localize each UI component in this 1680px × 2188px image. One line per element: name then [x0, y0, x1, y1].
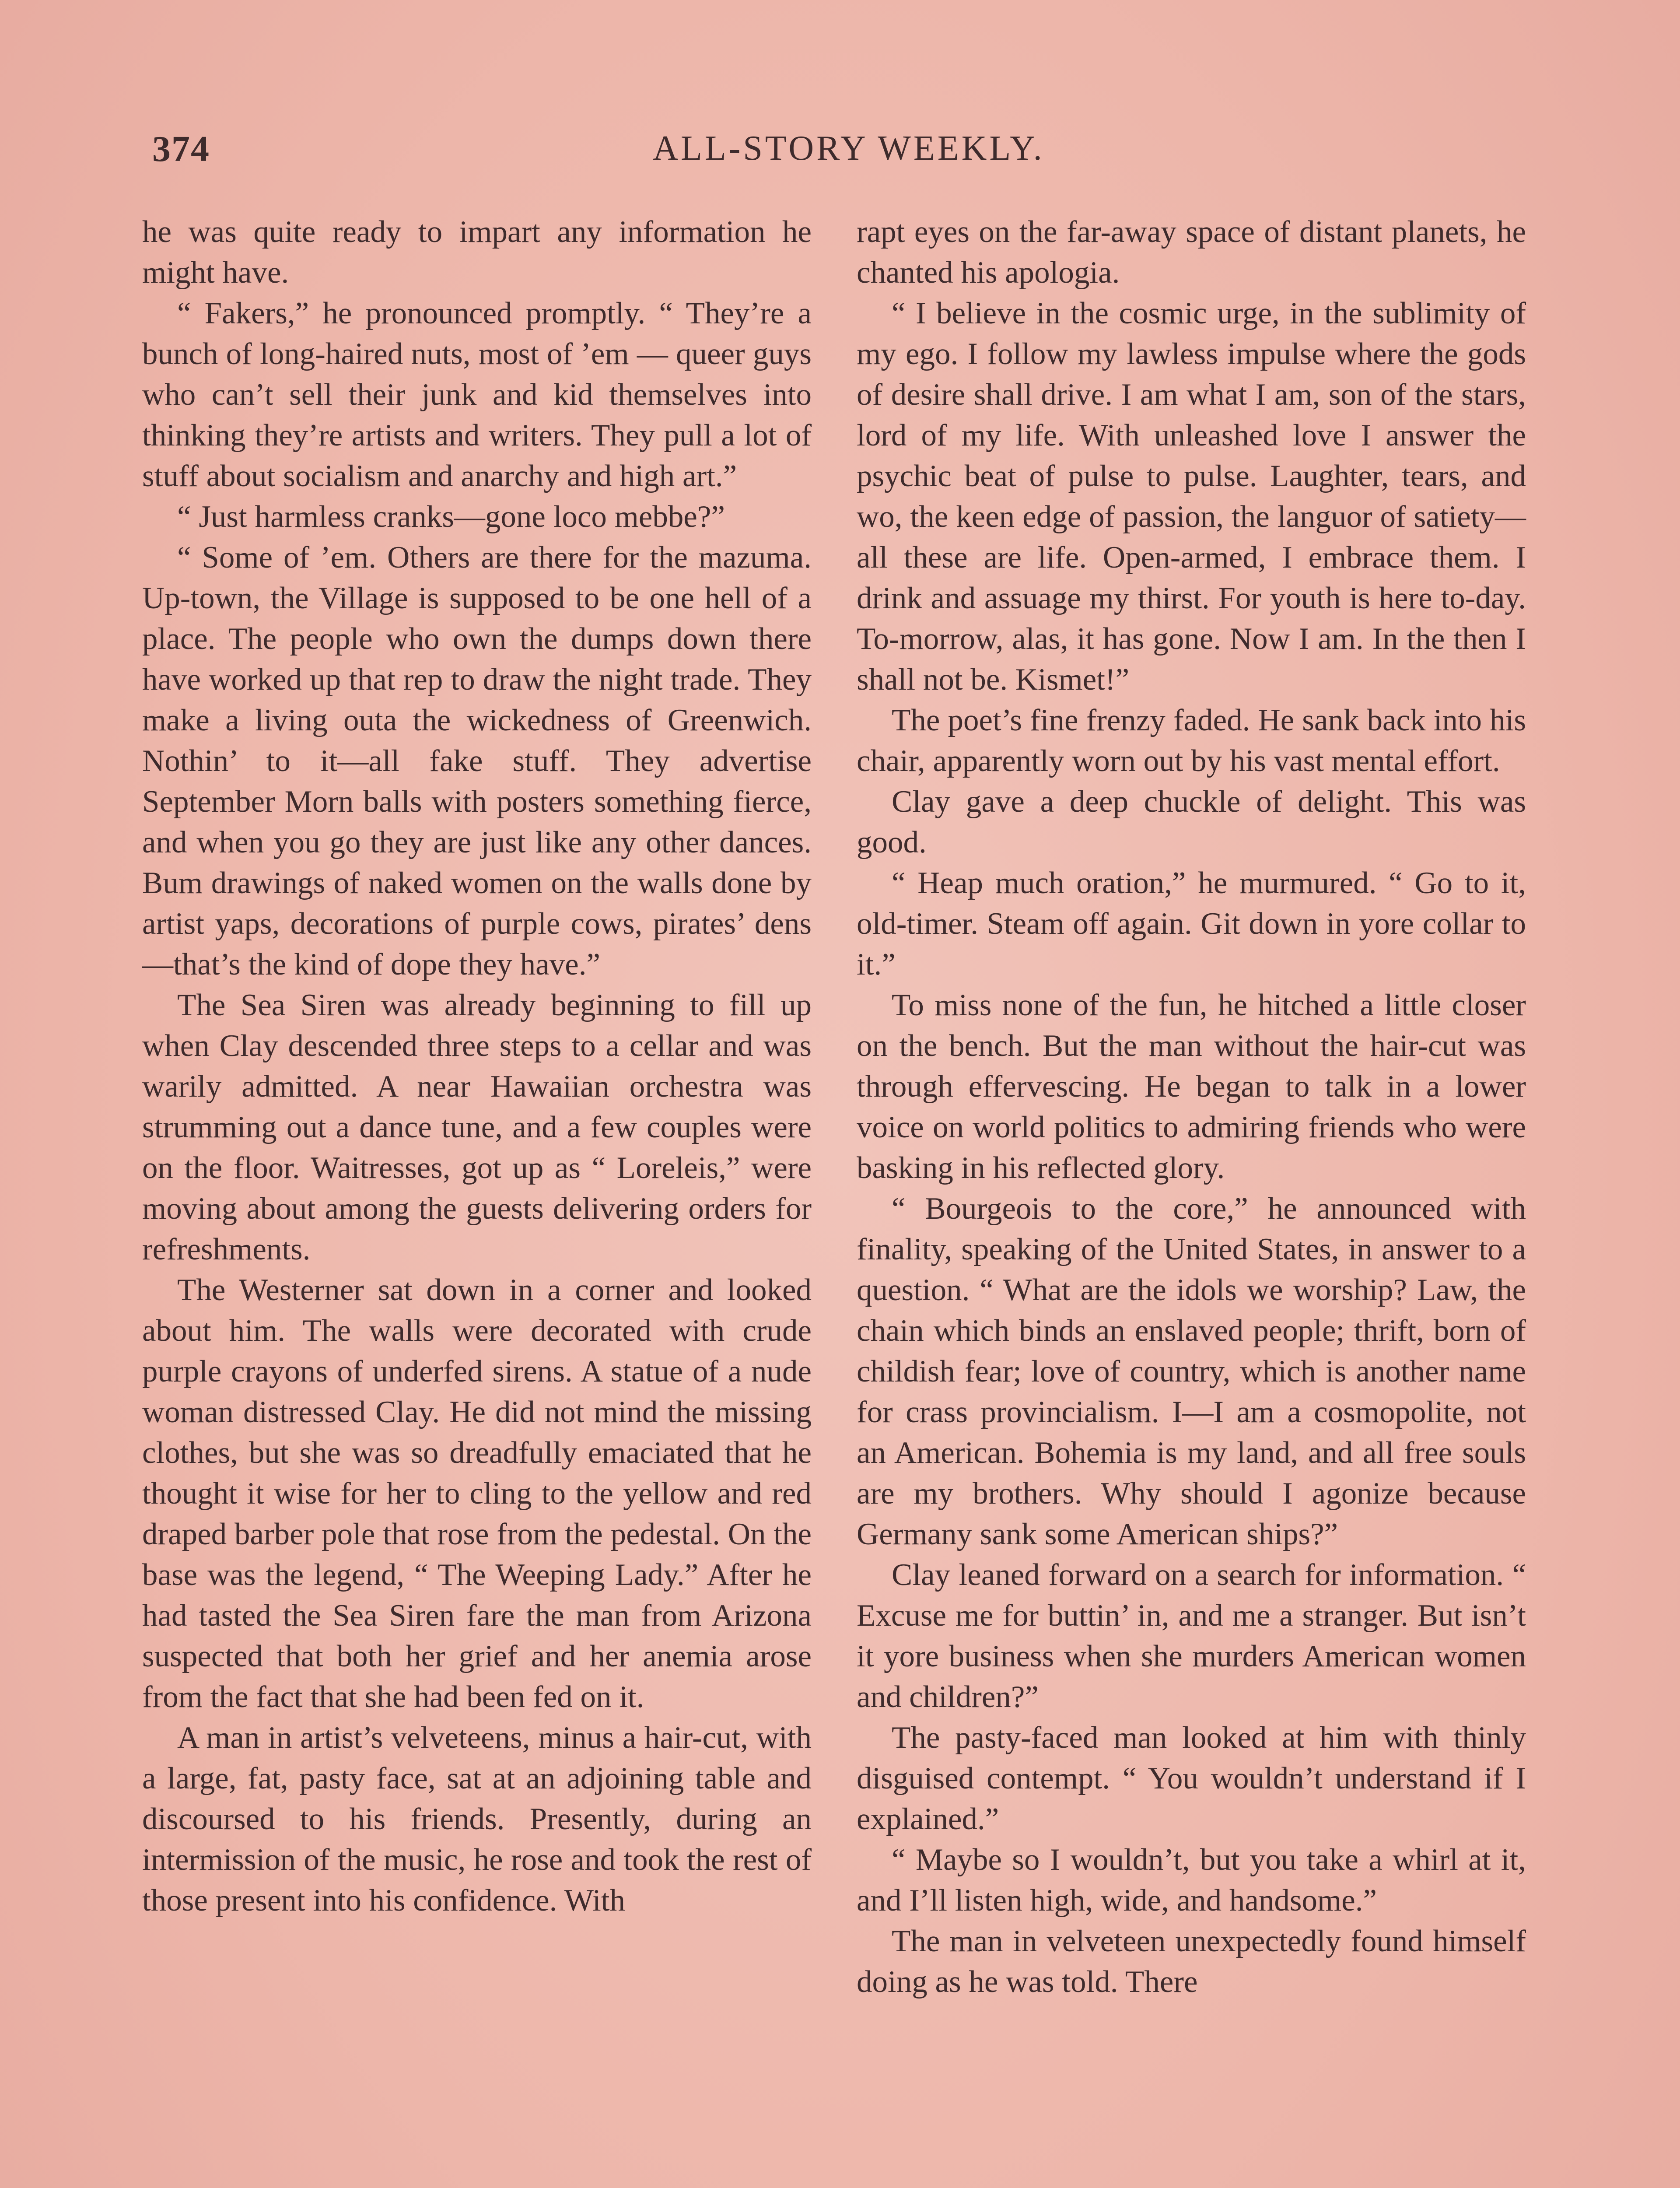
paragraph: “ Just harmless cranks—gone loco mebbe?” [177, 500, 725, 534]
right-column [857, 212, 1526, 2002]
paragraph: “ Maybe so I wouldn’t, but you take a whirl at it, and I’ll listen high, wide, and handsome.” [857, 1843, 1526, 1918]
paragraph: The Sea Siren was already beginning to fill up when Clay descended three steps to a cellar and was warily admitted. A near Hawaiian orchestra was strumming out a dance tune, and a few couples were on the floor. Waitresses, got up as “ Loreleis,” were moving about among the guests delivering orders for refreshments. [142, 988, 812, 1266]
paragraph: The man in velveteen unexpectedly found himself doing as he was told. There [857, 1924, 1526, 1999]
paragraph: The poet’s fine frenzy faded. He sank back into his chair, apparently worn out by his vast mental effort. [857, 703, 1526, 778]
paragraph: rapt eyes on the far-away space of distant planets, he chanted his apologia. [857, 215, 1526, 290]
paragraph: Clay gave a deep chuckle of delight. This was good. [857, 785, 1526, 859]
paragraph: The pasty-faced man looked at him with thinly disguised contempt. “ You wouldn’t understand if I explained.” [857, 1721, 1526, 1836]
paragraph: he was quite ready to impart any information he might have. [142, 215, 812, 290]
paragraph: A man in artist’s velveteens, minus a hair-cut, with a large, fat, pasty face, sat at an adjoining table and discoursed to his friends. Presently, during an intermission of the music, he rose and took the rest of those present into his confidence. With [142, 1721, 812, 1918]
paragraph: “ Bourgeois to the core,” he announced with finality, speaking of the United States, in answer to a question. “ What are the idols we worship? Law, the chain which binds an enslaved people; thrift, born of childish fear; love of country, which is another name for crass provincialism. I—I am a cosmopolite, not an American. Bohemia is my land, and all free souls are my brothers. Why should I agonize because Germany sank some American ships?” [857, 1192, 1526, 1551]
running-head: ALL-STORY WEEKLY. [653, 129, 1045, 168]
paragraph: “ Heap much oration,” he murmured. “ Go to it, old-timer. Steam off again. Git down in yore collar to it.” [857, 866, 1526, 982]
paragraph: “ Fakers,” he pronounced promptly. “ They’re a bunch of long-haired nuts, most of ’em — queer guys who can’t sell their junk and kid themselves into thinking they’re artists and writers. They pull a lot of stuff about socialism and anarchy and high art.” [142, 296, 812, 493]
page-number: 374 [152, 129, 210, 169]
paragraph: Clay leaned forward on a search for information. “ Excuse me for buttin’ in, and me a stranger. But isn’t it yore business when she murders American women and children?” [857, 1558, 1526, 1714]
paragraph: “ I believe in the cosmic urge, in the sublimity of my ego. I follow my lawless impulse where the gods of desire shall drive. I am what I am, son of the stars, lord of my life. With unleashed love I answer the psychic beat of pulse to pulse. Laughter, tears, and wo, the keen edge of passion, the languor of satiety—all these are life. Open-armed, I embrace them. I drink and assuage my thirst. For youth is here to-day. To-morrow, alas, it has gone. Now I am. In the then I shall not be. Kismet!” [857, 296, 1526, 697]
paragraph: To miss none of the fun, he hitched a little closer on the bench. But the man without the hair-cut was through effervescing. He began to talk in a lower voice on world politics to admiring friends who were basking in his reflected glory. [857, 988, 1526, 1185]
left-column [142, 212, 812, 1921]
paragraph: The Westerner sat down in a corner and looked about him. The walls were decorated with crude purple crayons of underfed sirens. A statue of a nude woman distressed Clay. He did not mind the missing clothes, but she was so dreadfully emaciated that he thought it wise for her to cling to the yellow and red draped barber pole that rose from the pedestal. On the base was the legend, “ The Weeping Lady.” After he had tasted the Sea Siren fare the man from Arizona suspected that both her grief and her anemia arose from the fact that she had been fed on it. [142, 1273, 812, 1714]
paragraph: “ Some of ’em. Others are there for the mazuma. Up-town, the Village is supposed to be one hell of a place. The people who own the dumps down there have worked up that rep to draw the night trade. They make a living outa the wickedness of Greenwich. Nothin’ to it—all fake stuff. They advertise September Morn balls with posters something fierce, and when you go they are just like any other dances. Bum drawings of naked women on the walls done by artist yaps, decorations of purple cows, pirates’ dens—that’s the kind of dope they have.” [142, 540, 812, 982]
